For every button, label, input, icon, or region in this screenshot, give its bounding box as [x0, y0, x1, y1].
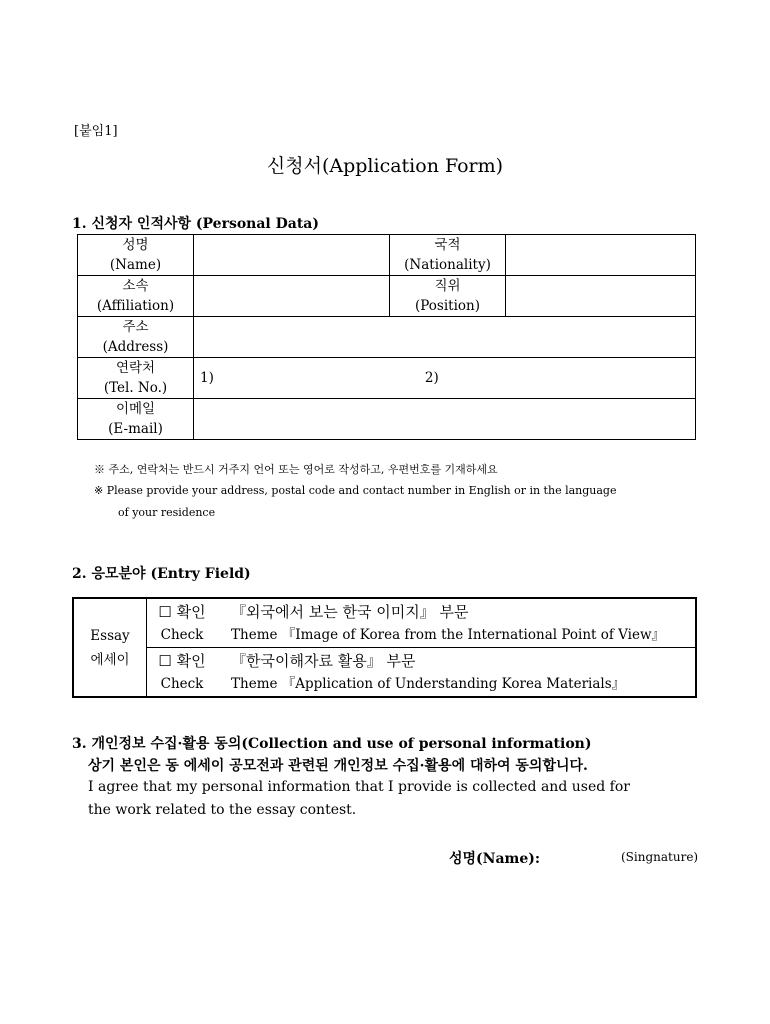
essay-label [73, 598, 147, 697]
note-english-line1: ※ Please provide your address, postal code and contact number in English or in the language [94, 484, 617, 497]
affiliation-label-ko: 소속 [122, 278, 149, 294]
note-korean: ※ 주소, 연락처는 반드시 거주지 언어 또는 영어로 작성하고, 우편번호를 기재하세요 [94, 463, 498, 476]
email-label [78, 399, 194, 440]
option-1-check-en: Check [160, 627, 204, 643]
consent-korean: 상기 본인은 동 에세이 공모전과 관련된 개인정보 수집·활용에 대하여 동의합니다. [88, 758, 588, 774]
position-field[interactable] [506, 276, 696, 317]
nationality-label-ko: 국적 [434, 237, 461, 253]
nationality-label-en: (Nationality) [404, 257, 491, 273]
address-label [78, 317, 194, 358]
section-entry-heading: 2. 응모분야 (Entry Field) [72, 566, 251, 582]
row-tel [78, 358, 696, 399]
entry-option-1 [73, 598, 696, 648]
row-address [78, 317, 696, 358]
option-2-check-ko: ☐ 확인 [158, 652, 206, 670]
email-label-ko: 이메일 [115, 401, 156, 417]
option-1-checkbox[interactable] [147, 598, 218, 648]
section-consent-heading: 3. 개인정보 수집·활용 동의(Collection and use of personal information) [72, 736, 592, 752]
name-label-ko: 성명 [122, 237, 149, 253]
name-label [78, 235, 194, 276]
row-affiliation-position [78, 276, 696, 317]
position-label [390, 276, 506, 317]
option-1-theme-ko: 『외국에서 보는 한국 이미지』 부문 [231, 603, 469, 621]
option-1-theme [217, 598, 696, 648]
option-2-theme-ko: 『한국이해자료 활용』 부문 [231, 652, 416, 670]
row-name-nationality [78, 235, 696, 276]
option-1-theme-en: Theme 『Image of Korea from the International Point of View』 [231, 627, 666, 643]
position-label-ko: 직위 [434, 278, 461, 294]
option-1-check-ko: ☐ 확인 [158, 603, 206, 621]
signature-name-label: 성명(Name): [449, 851, 541, 867]
affiliation-label-en: (Affiliation) [96, 298, 175, 314]
address-label-ko: 주소 [122, 319, 149, 335]
name-label-en: (Name) [109, 257, 162, 273]
position-label-en: (Position) [414, 298, 480, 314]
entry-field-table [72, 597, 697, 698]
personal-data-table [77, 234, 696, 440]
nationality-label [390, 235, 506, 276]
signature-label: (Singnature) [621, 850, 699, 864]
option-2-theme [217, 648, 696, 698]
tel-label-en: (Tel. No.) [103, 380, 168, 396]
tel-2-marker: 2) [424, 370, 439, 386]
row-email [78, 399, 696, 440]
nationality-field[interactable] [506, 235, 696, 276]
entry-option-2 [73, 648, 696, 698]
option-2-checkbox[interactable] [147, 648, 218, 698]
note-english-line2: of your residence [118, 506, 216, 519]
email-field[interactable] [194, 399, 696, 440]
address-label-en: (Address) [102, 339, 169, 355]
name-field[interactable] [194, 235, 390, 276]
attachment-label: [붙임1] [74, 124, 118, 139]
consent-english-line1: I agree that my personal information that I provide is collected and used for [88, 779, 630, 795]
address-field[interactable] [194, 317, 696, 358]
option-2-theme-en: Theme 『Application of Understanding Korea Materials』 [231, 676, 626, 692]
option-2-check-en: Check [160, 676, 204, 692]
tel-label-ko: 연락처 [115, 360, 156, 376]
affiliation-field[interactable] [194, 276, 390, 317]
form-title: 신청서(Application Form) [266, 155, 504, 177]
essay-label-en: Essay [90, 627, 130, 644]
tel-field[interactable] [194, 358, 696, 399]
essay-label-ko: 에세이 [90, 651, 130, 668]
consent-english-line2: the work related to the essay contest. [88, 802, 357, 818]
tel-label [78, 358, 194, 399]
email-label-en: (E-mail) [108, 421, 163, 437]
tel-1-marker: 1) [200, 370, 214, 386]
affiliation-label [78, 276, 194, 317]
section-personal-heading: 1. 신청자 인적사항 (Personal Data) [72, 216, 319, 232]
